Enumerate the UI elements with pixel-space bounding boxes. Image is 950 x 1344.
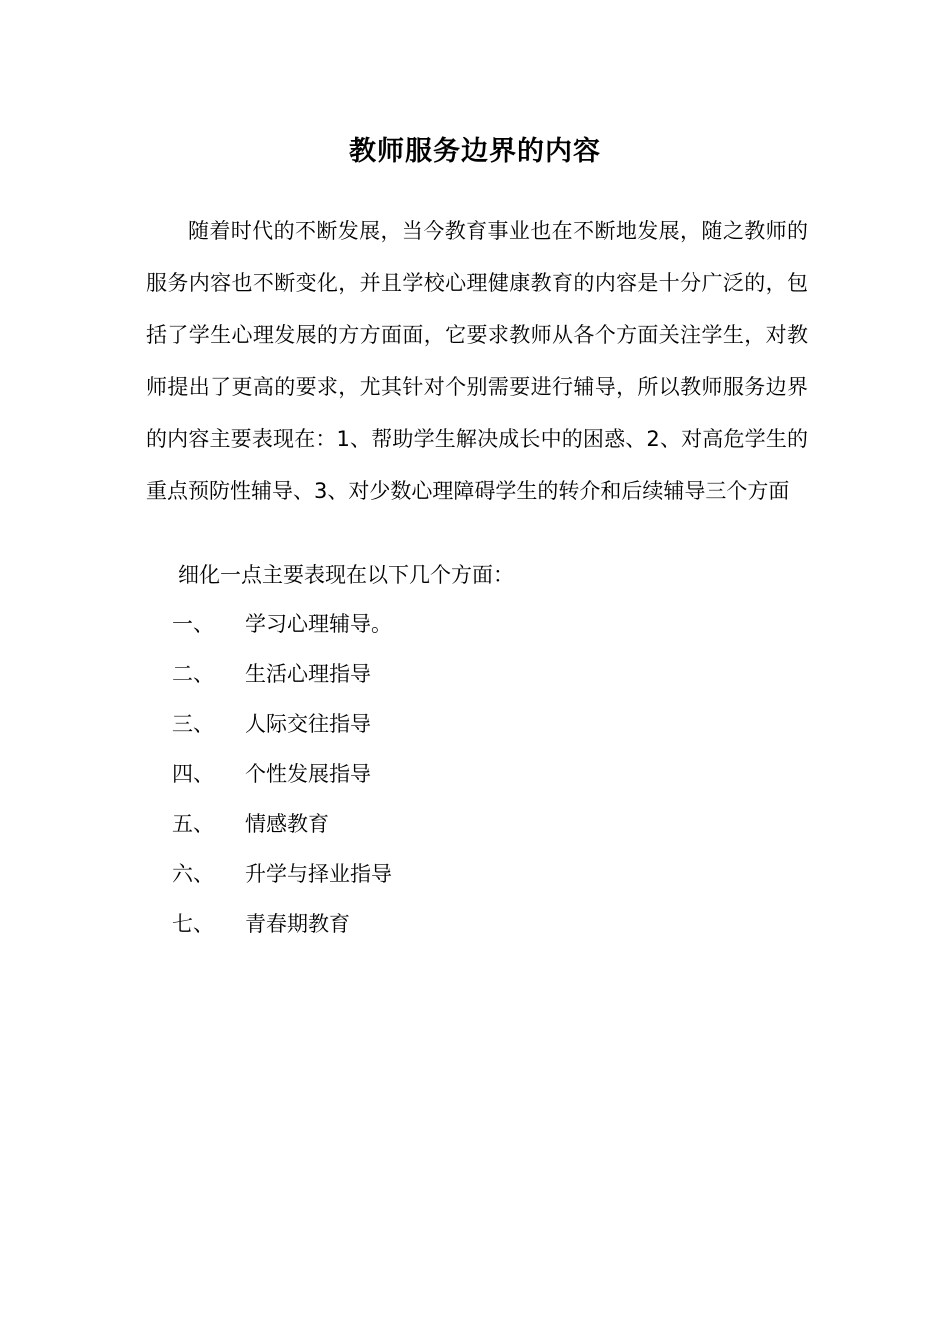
list-item-number: 二、 [172,662,214,686]
list-item [172,652,392,702]
list-item-number: 七、 [172,912,214,936]
list-item-number: 五、 [172,812,214,836]
list-item [172,802,392,852]
list-item [172,702,392,752]
list-item-number: 六、 [172,862,214,886]
list-item-number: 一、 [172,612,214,636]
list-item-text: 人际交往指导 [245,712,371,736]
sub-intro-text: 细化一点主要表现在以下几个方面： [178,563,514,587]
list-item-text: 升学与择业指导 [245,862,392,886]
list-item-number: 三、 [172,712,214,736]
list-item-text: 青春期教育 [245,912,350,936]
list-item-text: 个性发展指导 [245,762,371,786]
list-item-text: 学习心理辅导。 [245,612,392,636]
list-item [172,852,392,902]
list-item [172,902,392,952]
list-item-text: 生活心理指导 [245,662,371,686]
aspect-list [172,602,392,952]
list-item [172,752,392,802]
list-item-text: 情感教育 [245,812,329,836]
document-title: 教师服务边界的内容 [349,136,601,167]
list-item [172,602,392,652]
list-item-number: 四、 [172,762,214,786]
body-paragraph: 随着时代的不断发展，当今教育事业也在不断地发展，随之教师的服务内容也不断变化，并且学校心理健康教育的内容是十分广泛的，包括了学生心理发展的方方面面，它要求教师从各个方面关注学生，对教师提出了更高的要求，尤其针对个别需要进行辅导，所以教师服务边界的内容主要表现在：1、帮助学生解决成长中的困惑、2、对高危学生的重点预防性辅导、3、对少数心理障碍学生的转介和后续辅导三个方面 [146,219,808,503]
